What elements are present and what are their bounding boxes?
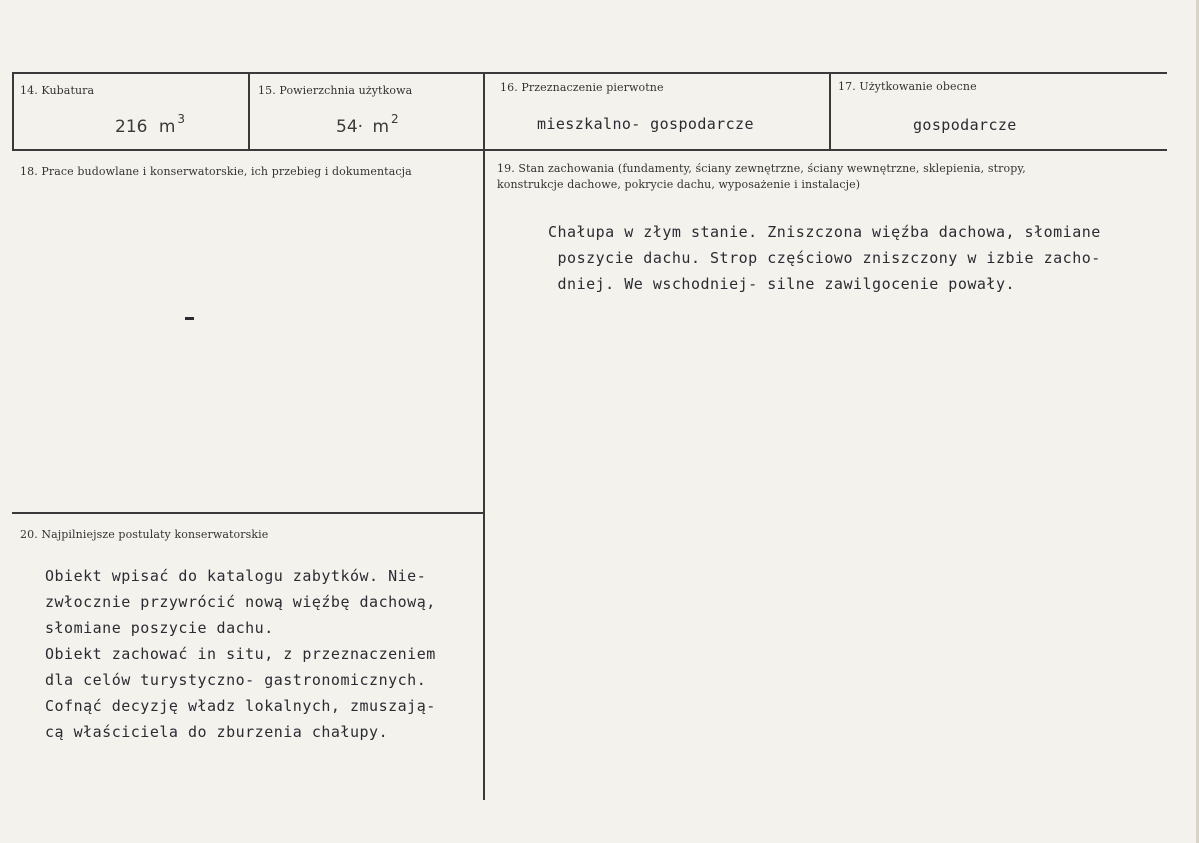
- kubatura-value: [115, 112, 185, 137]
- stan-line-2: poszycie dachu. Strop częściowo zniszczony w izbie zacho-: [548, 249, 1101, 267]
- row1-bottom-rule: [12, 149, 1167, 151]
- prace-dash-mark: [185, 317, 194, 320]
- kubatura-unit: m: [158, 117, 176, 137]
- stan-label-line1: 19. Stan zachowania (fundamenty, ściany zewnętrzne, ściany wewnętrzne, sklepienia, stropy,: [497, 162, 1026, 175]
- postulaty-label: 20. Najpilniejsze postulaty konserwatorskie: [20, 528, 269, 541]
- postulaty-line-5: dla celów turystyczno- gastronomicznych.: [45, 671, 427, 689]
- uzytkowanie-value: gospodarcze: [913, 116, 1017, 134]
- divider-15-16: [483, 73, 485, 800]
- stan-line-3: dniej. We wschodniej- silne zawilgocenie powały.: [548, 275, 1016, 293]
- postulaty-text: [45, 563, 436, 745]
- powierzchnia-unit: m: [372, 117, 390, 137]
- section20-top-rule: [12, 512, 484, 514]
- kubatura-label: 14. Kubatura: [20, 84, 95, 97]
- postulaty-line-6: Cofnąć decyzję władz lokalnych, zmuszają-: [45, 697, 436, 715]
- postulaty-line-3: słomiane poszycie dachu.: [45, 619, 274, 637]
- kubatura-number: 216: [115, 117, 148, 137]
- stan-line-1: Chałupa w złym stanie. Zniszczona więźba dachowa, słomiane: [548, 223, 1101, 241]
- stan-label-line2: konstrukcje dachowe, pokrycie dachu, wyposażenie i instalacje): [497, 178, 861, 191]
- powierzchnia-label: 15. Powierzchnia użytkowa: [258, 84, 413, 97]
- postulaty-line-7: cą właściciela do zburzenia chałupy.: [45, 723, 389, 741]
- left-border: [12, 73, 14, 150]
- prace-label: 18. Prace budowlane i konserwatorskie, ich przebieg i dokumentacja: [20, 165, 412, 178]
- divider-16-17: [829, 73, 831, 150]
- przeznaczenie-value: mieszkalno- gospodarcze: [537, 115, 754, 133]
- powierzchnia-value: [336, 112, 399, 137]
- top-rule: [12, 72, 1167, 74]
- powierzchnia-number: 54·: [336, 117, 364, 137]
- powierzchnia-exponent: 2: [391, 112, 399, 126]
- divider-14-15: [248, 73, 250, 150]
- stan-text: [548, 219, 1101, 297]
- uzytkowanie-label: 17. Użytkowanie obecne: [838, 80, 977, 93]
- postulaty-line-1: Obiekt wpisać do katalogu zabytków. Nie-: [45, 567, 427, 585]
- postulaty-line-2: zwłocznie przywrócić nową więźbę dachową,: [45, 593, 436, 611]
- postulaty-line-4: Obiekt zachować in situ, z przeznaczeniem: [45, 645, 436, 663]
- kubatura-exponent: 3: [177, 112, 186, 126]
- przeznaczenie-label: 16. Przeznaczenie pierwotne: [500, 81, 664, 94]
